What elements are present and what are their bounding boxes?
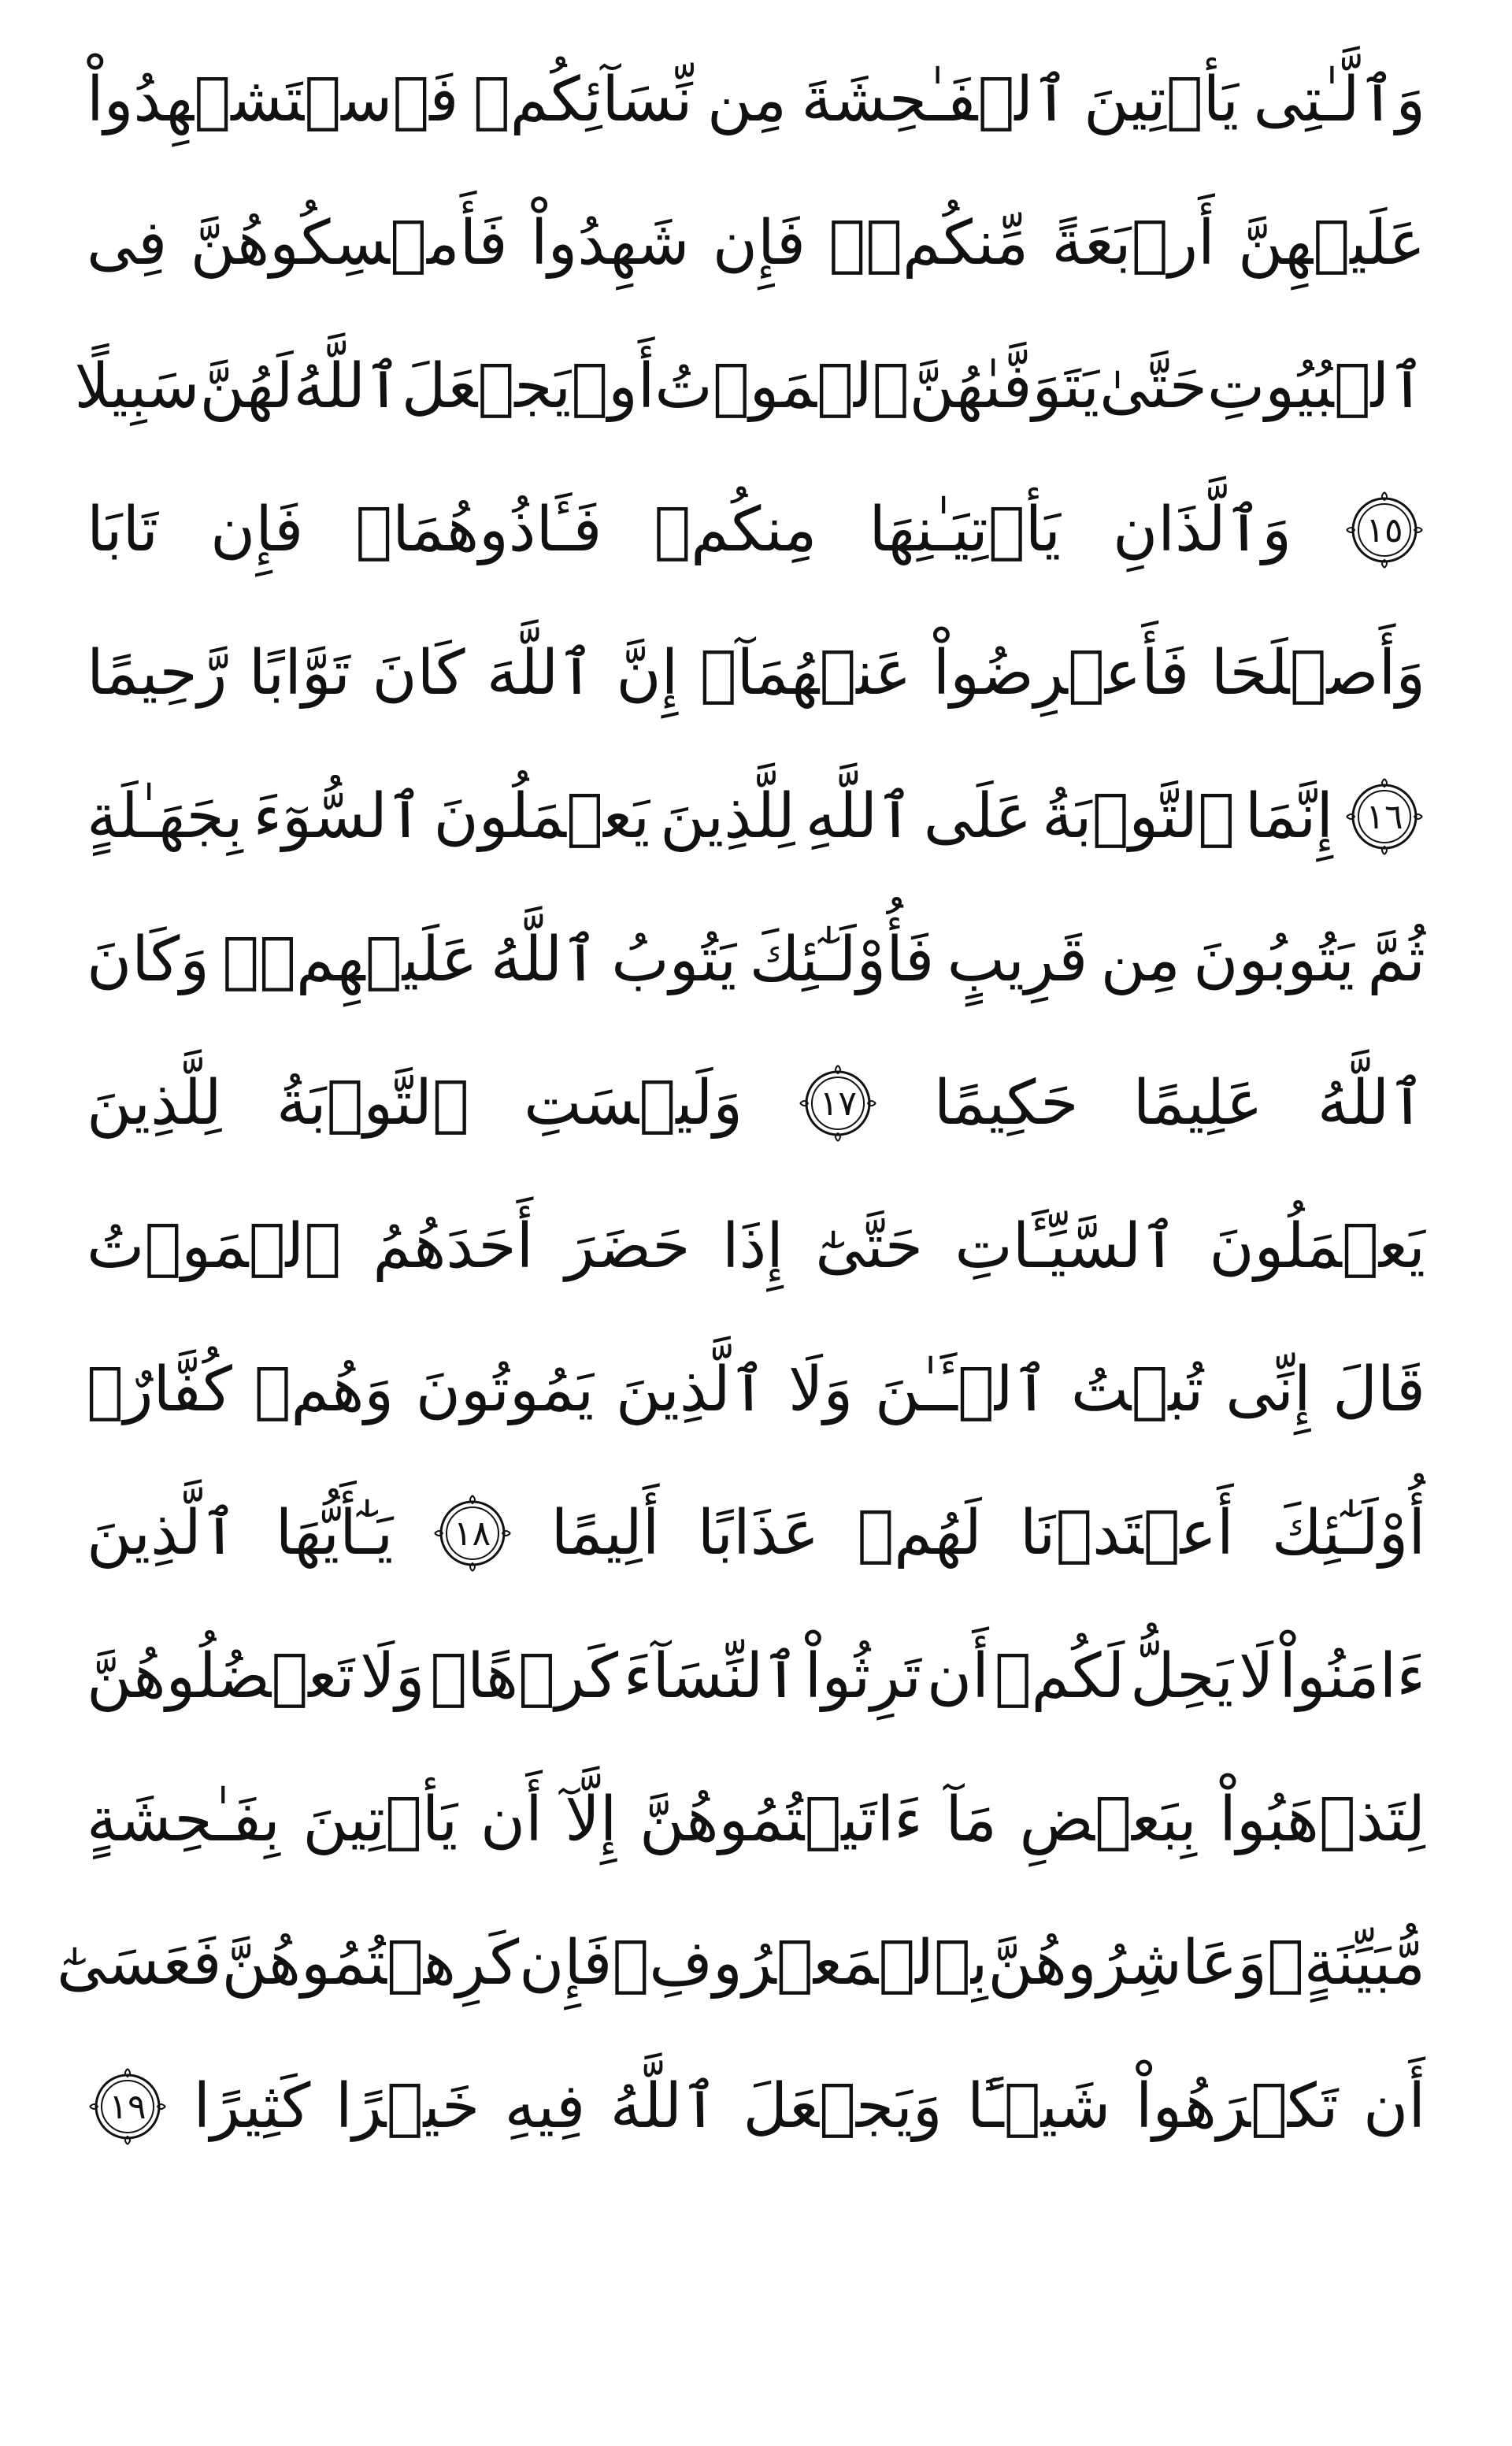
verse-word: مُّبَيِّنَةٍۚ [1266, 1928, 1425, 1999]
verse-word: ٱلسُّوٓءَ [253, 781, 424, 852]
verse-line [74, 315, 1425, 458]
verse-word: إِنَّ [616, 638, 679, 709]
verse-word: لَهُمۡ [857, 1498, 982, 1569]
verse-word: قَرِيبٍ [947, 925, 1088, 995]
verse-word: يَمُوتُونَ [415, 1355, 595, 1425]
verse-word: ٱللَّهُ [490, 925, 598, 995]
ayah-number: ١٥ [1366, 510, 1403, 550]
verse-word: يَأۡتِينَ [302, 1784, 458, 1855]
verse-word: عَنۡهُمَآۗ [699, 638, 912, 709]
verse-word: لَهُنَّ [199, 351, 294, 422]
verse-word: كَرِهۡتُمُوهُنَّ [221, 1928, 520, 1999]
verse-line [87, 1175, 1425, 1318]
verse-line [87, 1032, 1425, 1175]
verse-word: كَثِيرًا [193, 2071, 311, 2142]
verse-word: تُبۡتُ [1070, 1355, 1204, 1425]
verse-word: ٱلَّذِينَ [87, 1498, 238, 1569]
verse-word: مِّنكُمۡۖ [828, 208, 1029, 279]
verse-word: لِلَّذِينَ [87, 1068, 222, 1139]
verse-word: يَتُوبُ [611, 925, 737, 995]
verse-word: أَحَدَهُمُ [372, 1211, 534, 1282]
verse-word: بِٱلۡمَعۡرُوفِۚ [612, 1928, 988, 1999]
verse-word: إِذَا [721, 1211, 784, 1282]
verse-word: ٱلتَّوۡبَةُ [1042, 781, 1235, 852]
ayah-number-marker [87, 2066, 169, 2148]
verse-word: وَٱلَّـٰتِى [1253, 65, 1425, 135]
verse-word: يَعۡمَلُونَ [1209, 1211, 1425, 1282]
verse-line [87, 1748, 1425, 1892]
verse-word: فَإِن [519, 1928, 613, 1999]
verse-line [87, 1605, 1425, 1748]
verse-word: وَيَجۡعَلَ [743, 2071, 943, 2142]
ayah-number-marker [1343, 489, 1425, 571]
verse-word: عَلَيۡهِمۡۗ [222, 925, 478, 995]
verse-word: فَأَمۡسِكُوهُنَّ [190, 208, 508, 279]
verse-word: تَكۡرَهُواْ [1135, 2071, 1339, 2142]
verse-word: ٱللَّهُ [293, 351, 402, 422]
verse-line [87, 458, 1425, 602]
verse-word: حَكِيمًا [933, 1068, 1079, 1139]
verse-word: ٱللَّهَ [486, 638, 595, 709]
verse-word: لَكُمۡ [994, 1641, 1125, 1712]
verse-word: ٱلۡمَوۡتُ [87, 1211, 342, 1282]
verse-word: تَرِثُواْ [804, 1641, 922, 1712]
verse-word: ٱللَّهِ [805, 781, 914, 852]
verse-word: فَـَٔاذُوهُمَاۖ [355, 495, 602, 565]
verse-word: أَن [480, 1784, 543, 1855]
verse-word: خَيۡرًا [335, 2071, 480, 2142]
verse-word: ٱلنِّسَآءَ [623, 1641, 799, 1712]
verse-word: فَأُوْلَـٰٓئِكَ [749, 925, 935, 995]
verse-word: مَآ [945, 1784, 997, 1855]
verse-line [87, 602, 1425, 745]
verse-word: لِتَذۡهَبُواْ [1219, 1784, 1425, 1855]
verse-word: مِن [1100, 925, 1180, 995]
verse-word: وَلَا [360, 1641, 425, 1712]
verse-word: رَّحِيمًا [87, 638, 228, 709]
verse-word: فَعَسَىٰٓ [57, 1928, 222, 1999]
verse-word: حَتَّىٰ [1099, 351, 1207, 422]
verse-word: فَٱسۡتَشۡهِدُواْ [87, 65, 459, 135]
verse-word: فِيهِ [504, 2071, 586, 2142]
verse-word: ٱلسَّيِّـَٔاتِ [954, 1211, 1178, 1282]
ayah-number: ١٨ [453, 1513, 491, 1554]
verse-word: مِن [706, 65, 787, 135]
ayah-number: ١٩ [109, 2086, 146, 2127]
verse-word: لَا [1239, 1641, 1274, 1712]
verse-word: ٱلۡـَٔـٰنَ [874, 1355, 1050, 1425]
verse-word: وَٱلَّذَانِ [1113, 495, 1292, 565]
verse-word: تَوَّابًا [248, 638, 350, 709]
verse-word: أُوْلَـٰٓئِكَ [1271, 1498, 1425, 1569]
verse-word: مِنكُمۡ [654, 495, 817, 565]
verse-word: حَضَرَ [565, 1211, 691, 1282]
verse-word: نِّسَآئِكُمۡ [472, 65, 693, 135]
verse-word: يَأۡتِيَـٰنِهَا [869, 495, 1062, 565]
verse-word: قَالَ [1332, 1355, 1425, 1425]
verse-line [87, 745, 1425, 888]
verse-word: تَابَا [87, 495, 159, 565]
verse-word: تَعۡضُلُوهُنَّ [87, 1641, 355, 1712]
verse-word: فَإِن [712, 208, 806, 279]
verse-word: أَرۡبَعَةً [1051, 208, 1215, 279]
verse-line [57, 1892, 1425, 2035]
verse-word: ٱلۡفَـٰحِشَةَ [801, 65, 1069, 135]
verse-word: فَإِن [209, 495, 304, 565]
verse-word: سَبِيلًا [74, 351, 200, 422]
verse-word: فَأَعۡرِضُواْ [932, 638, 1190, 709]
verse-line [87, 1462, 1425, 1605]
verse-word: ٱلۡبُيُوتِ [1206, 351, 1425, 422]
verse-word: كَانَ [372, 638, 465, 709]
verse-word: شَهِدُواْ [530, 208, 690, 279]
verse-word: ثُمَّ [1367, 925, 1425, 995]
verse-word: ٱلَّذِينَ [615, 1355, 767, 1425]
verse-word: ءَامَنُواْ [1279, 1641, 1425, 1712]
verse-word: ءَاتَيۡتُمُوهُنَّ [639, 1784, 923, 1855]
verse-line [87, 2035, 1425, 2178]
ayah-number-marker [1343, 776, 1425, 858]
verse-word: لِلَّذِينَ [660, 781, 795, 852]
verse-word: شَيۡـًٔا [967, 2071, 1111, 2142]
verse-word: كَرۡهًاۖ [430, 1641, 618, 1712]
verse-word: وَهُمۡ [254, 1355, 395, 1425]
verse-word: وَعَاشِرُوهُنَّ [988, 1928, 1267, 1999]
ayah-number-marker [432, 1492, 513, 1574]
ayah-number-marker [797, 1062, 879, 1144]
verse-word: إِنَّمَا [1244, 781, 1334, 852]
verse-word: أَن [926, 1641, 989, 1712]
verse-word: يَـٰٓأَيُّهَا [275, 1498, 394, 1569]
verse-word: عَلَى [923, 781, 1032, 852]
verse-word: إِنِّى [1225, 1355, 1311, 1425]
ayah-number: ١٧ [819, 1083, 858, 1124]
verse-word: وَلَيۡسَتِ [524, 1068, 743, 1139]
verse-word: بِفَـٰحِشَةٍ [87, 1784, 280, 1855]
verse-word: وَكَانَ [87, 925, 209, 995]
verse-lines [57, 28, 1425, 2178]
verse-word: بِبَعۡضِ [1019, 1784, 1197, 1855]
verse-word: يَحِلُّ [1130, 1641, 1234, 1712]
verse-word: يَتَوَفَّىٰهُنَّ [909, 351, 1100, 422]
verse-word: يَجۡعَلَ [401, 351, 572, 422]
verse-word: وَأَصۡلَحَا [1210, 638, 1425, 709]
ayah-number: ١٦ [1366, 796, 1403, 837]
verse-word: أَعۡتَدۡنَا [1019, 1498, 1234, 1569]
verse-word: كُفَّارٌۚ [87, 1355, 232, 1425]
verse-word: أَن [1363, 2071, 1425, 2142]
verse-word: إِلَّآ [565, 1784, 617, 1855]
verse-word: وَلَا [788, 1355, 854, 1425]
verse-word: ٱللَّهُ [1317, 1068, 1425, 1139]
verse-word: فِى [87, 208, 168, 279]
verse-word: عَذَابًا [697, 1498, 820, 1569]
verse-word: ٱلۡمَوۡتُ [654, 351, 910, 422]
verse-line [87, 172, 1425, 315]
verse-word: أَوۡ [571, 351, 655, 422]
verse-word: أَلِيمًا [550, 1498, 660, 1569]
verse-line [87, 888, 1425, 1032]
verse-word: عَلِيمًا [1132, 1068, 1263, 1139]
verse-word: يَأۡتِينَ [1084, 65, 1240, 135]
verse-word: حَتَّىٰٓ [815, 1211, 924, 1282]
verse-word: ٱلتَّوۡبَةُ [276, 1068, 469, 1139]
verse-word: يَتُوبُونَ [1193, 925, 1354, 995]
verse-word: عَلَيۡهِنَّ [1237, 208, 1425, 279]
verse-line [87, 28, 1425, 172]
verse-word: ٱللَّهُ [610, 2071, 718, 2142]
verse-word: يَعۡمَلُونَ [433, 781, 650, 852]
verse-line [87, 1318, 1425, 1462]
verse-word: بِجَهَـٰلَةٍ [87, 781, 243, 852]
